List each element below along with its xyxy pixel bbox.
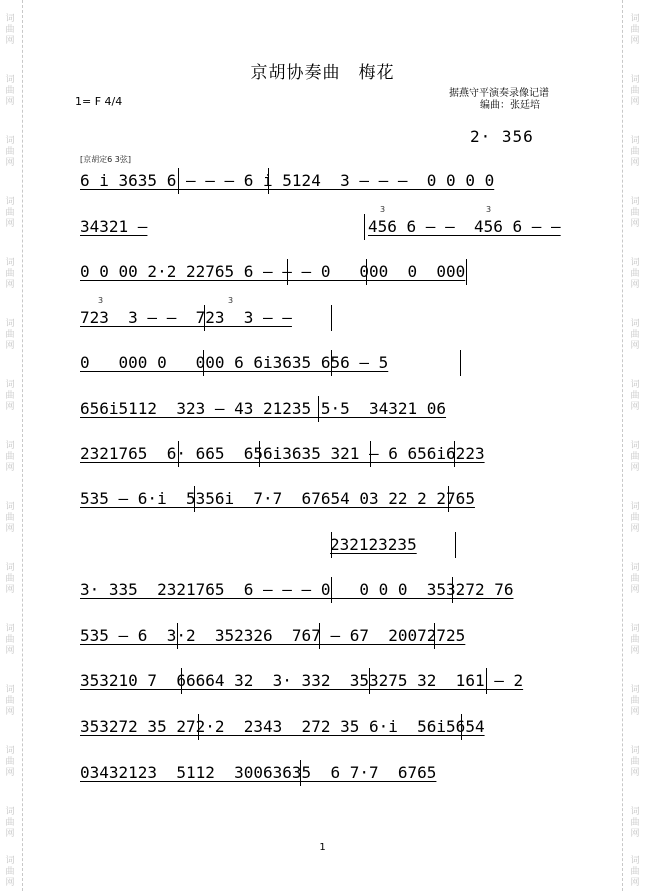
barline	[331, 577, 332, 603]
barline	[181, 668, 182, 694]
watermark: 词曲网	[5, 856, 15, 888]
score-row-7: 2321765 6· 665 656i3635 321 — 6 656i6223	[80, 444, 485, 463]
watermark: 词曲网	[630, 441, 640, 473]
score-row-1: 6 i 3635 6 — — — 6 i 5124 3 — — — 0 0 0 0	[80, 171, 495, 190]
watermark: 词曲网	[630, 380, 640, 412]
barline	[259, 441, 260, 467]
pickup-measure: 2· 356	[470, 127, 534, 146]
barline	[204, 305, 205, 331]
watermark: 词曲网	[5, 624, 15, 656]
barline	[448, 486, 449, 512]
barline	[300, 760, 301, 786]
score-row-4: 723 3 — — 723 3 — —	[80, 308, 292, 327]
score-row-2: 34321 —	[80, 217, 148, 236]
barline	[331, 532, 332, 558]
barline	[366, 259, 367, 285]
watermark: 词曲网	[630, 807, 640, 839]
watermark: 词曲网	[630, 14, 640, 46]
watermark: 词曲网	[630, 563, 640, 595]
barline	[331, 305, 332, 331]
barline	[177, 623, 178, 649]
barline	[194, 486, 195, 512]
barline	[452, 577, 453, 603]
barline	[369, 668, 370, 694]
barline	[198, 714, 199, 740]
barline	[318, 396, 319, 422]
right-border-line	[622, 0, 623, 891]
left-border-line	[22, 0, 23, 891]
watermark: 词曲网	[5, 441, 15, 473]
barline	[434, 623, 435, 649]
barline	[178, 441, 179, 467]
watermark: 词曲网	[5, 807, 15, 839]
barline	[178, 168, 179, 194]
barline	[364, 214, 365, 240]
watermark: 词曲网	[5, 380, 15, 412]
watermark: 词曲网	[630, 856, 640, 888]
score-row-10: 535 — 6 3·2 352326 767 — 67 20072725	[80, 626, 466, 645]
transcription-credit: 据燕守平演奏录像记谱	[449, 88, 549, 99]
barline	[319, 623, 320, 649]
watermark: 词曲网	[5, 14, 15, 46]
barline	[454, 441, 455, 467]
barline	[455, 532, 456, 558]
watermark: 词曲网	[5, 75, 15, 107]
arranger-credit: 编曲：张廷培	[480, 100, 540, 111]
score-row-11: 353210 7 66664 32 3· 332 353275 32 161 — 2	[80, 671, 524, 690]
barline	[466, 259, 467, 285]
barline	[486, 668, 487, 694]
score-row-6: 656i5112 323 — 43 21235 5·5 34321 06	[80, 399, 447, 418]
score-row-12: 353272 35 272·2 2343 272 35 6·i 56i5654	[80, 717, 485, 736]
watermark: 词曲网	[5, 136, 15, 168]
triplet-mark: 3	[486, 205, 492, 214]
score-row-13: 03432123 5112 30063635 6 7·7 6765	[80, 763, 437, 782]
score-row-2-triplets: 456 6 — — 456 6 — —	[368, 217, 561, 236]
barline	[461, 714, 462, 740]
watermark: 词曲网	[5, 197, 15, 229]
watermark: 词曲网	[5, 685, 15, 717]
key-signature: 1= F 4/4	[75, 95, 123, 108]
watermark: 词曲网	[5, 746, 15, 778]
section-marker: [京胡定6 3弦]	[80, 155, 131, 164]
barline	[331, 350, 332, 376]
watermark: 词曲网	[630, 75, 640, 107]
barline	[370, 441, 371, 467]
watermark: 词曲网	[630, 685, 640, 717]
triplet-mark: 3	[380, 205, 386, 214]
score-title: 京胡协奏曲 梅花	[250, 63, 395, 83]
score-row-3: 0 0 00 2·2 22765 6 — — — 0 000 0 000	[80, 262, 466, 281]
barline	[268, 168, 269, 194]
sub-phrase: 232123235	[330, 535, 417, 554]
watermark: 词曲网	[630, 197, 640, 229]
watermark: 词曲网	[630, 258, 640, 290]
triplet-mark: 3	[98, 296, 104, 305]
score-row-9: 3· 335 2321765 6 — — — 0 0 0 0 353272 76	[80, 580, 514, 599]
watermark: 词曲网	[5, 563, 15, 595]
score-row-8: 535 — 6·i 5356i 7·7 67654 03 22 2 2765	[80, 489, 475, 508]
barline	[203, 350, 204, 376]
score-row-5: 0 000 0 000 6 6i3635 656 — 5	[80, 353, 389, 372]
watermark: 词曲网	[5, 319, 15, 351]
watermark: 词曲网	[630, 746, 640, 778]
watermark: 词曲网	[5, 258, 15, 290]
watermark: 词曲网	[630, 502, 640, 534]
watermark: 词曲网	[5, 502, 15, 534]
watermark: 词曲网	[630, 624, 640, 656]
barline	[460, 350, 461, 376]
watermark: 词曲网	[630, 319, 640, 351]
watermark: 词曲网	[630, 136, 640, 168]
triplet-mark: 3	[228, 296, 234, 305]
page-number: 1	[319, 842, 326, 853]
barline	[287, 259, 288, 285]
